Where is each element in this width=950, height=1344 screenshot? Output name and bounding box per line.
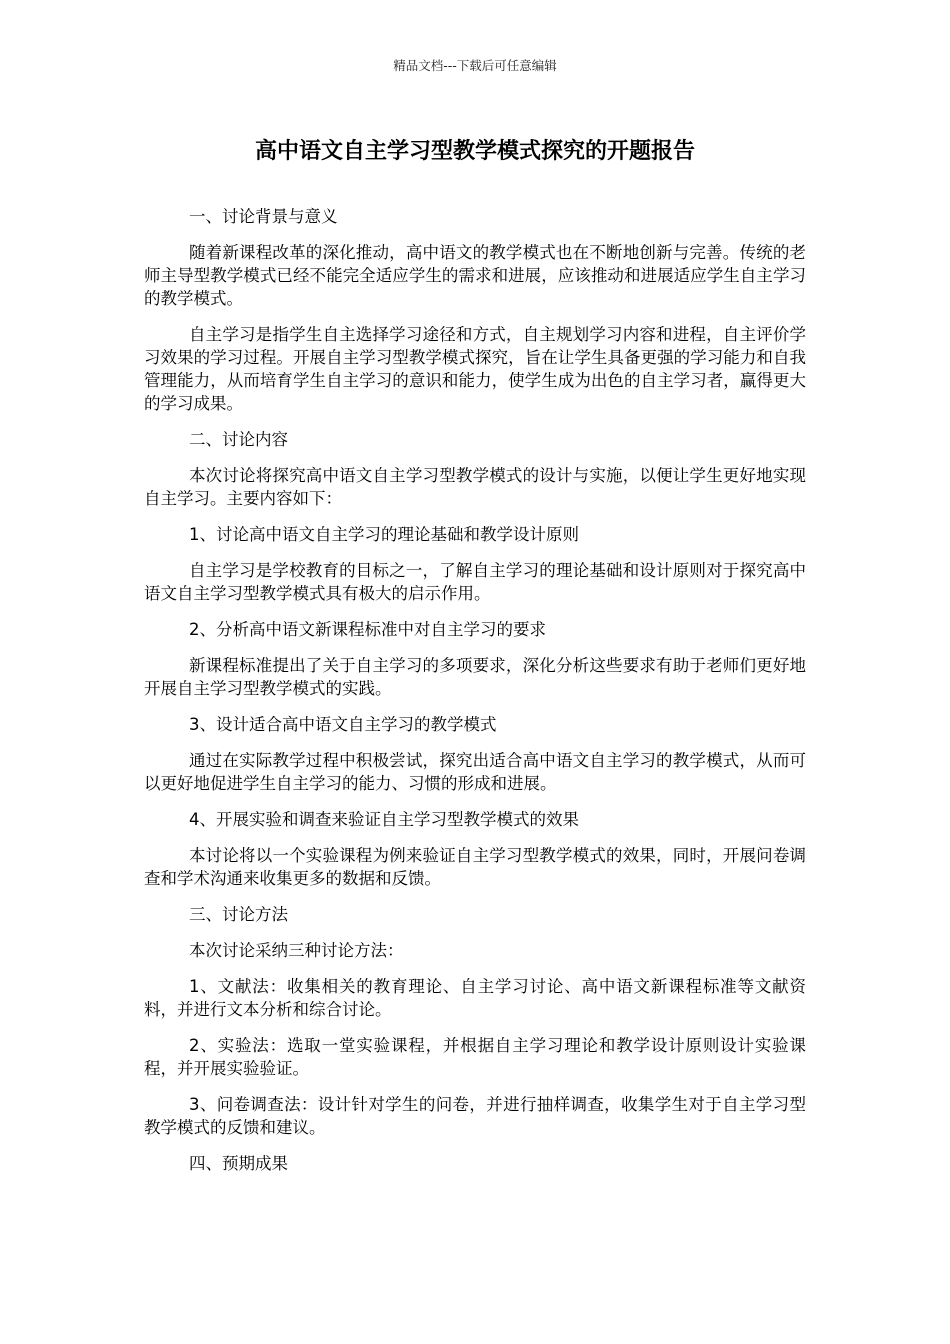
section-heading-content: 二、讨论内容 bbox=[189, 430, 288, 449]
section-heading-background: 一、讨论背景与意义 bbox=[189, 207, 338, 226]
paragraph: 通过在实际教学过程中积极尝试，探究出适合高中语文自主学习的教学模式，从而可以更好地促进学生自主学习的能力、习惯的形成和进展。 bbox=[144, 751, 806, 793]
list-item-method: 2、实验法：选取一堂实验课程，并根据自主学习理论和教学设计原则设计实验课程，并开展实验验证。 bbox=[144, 1036, 806, 1078]
header-note: 精品文档---下载后可任意编辑 bbox=[393, 58, 557, 73]
document-body bbox=[144, 205, 806, 1188]
document-title: 高中语文自主学习型教学模式探究的开题报告 bbox=[254, 139, 695, 164]
subheading-theory: 1、讨论高中语文自主学习的理论基础和教学设计原则 bbox=[189, 525, 579, 544]
paragraph: 本次讨论采纳三种讨论方法： bbox=[189, 941, 404, 960]
section-heading-methods: 三、讨论方法 bbox=[189, 905, 288, 924]
section-heading-outcomes: 四、预期成果 bbox=[189, 1154, 288, 1173]
list-item-method: 1、文献法：收集相关的教育理论、自主学习讨论、高中语文新课程标准等文献资料，并进行文本分析和综合讨论。 bbox=[144, 977, 806, 1019]
subheading-experiment: 4、开展实验和调查来验证自主学习型教学模式的效果 bbox=[189, 810, 579, 829]
subheading-design: 3、设计适合高中语文自主学习的教学模式 bbox=[189, 715, 497, 734]
paragraph: 新课程标准提出了关于自主学习的多项要求，深化分析这些要求有助于老师们更好地开展自主学习型教学模式的实践。 bbox=[144, 656, 806, 698]
paragraph: 本讨论将以一个实验课程为例来验证自主学习型教学模式的效果，同时，开展问卷调查和学术沟通来收集更多的数据和反馈。 bbox=[144, 846, 806, 888]
paragraph: 本次讨论将探究高中语文自主学习型教学模式的设计与实施，以便让学生更好地实现自主学习。主要内容如下： bbox=[144, 466, 806, 508]
paragraph: 自主学习是指学生自主选择学习途径和方式，自主规划学习内容和进程，自主评价学习效果的学习过程。开展自主学习型教学模式探究，旨在让学生具备更强的学习能力和自我管理能力，从而培育学生自主学习的意识和能力，使学生成为出色的自主学习者，赢得更大的学习成果。 bbox=[144, 325, 806, 413]
paragraph: 自主学习是学校教育的目标之一，了解自主学习的理论基础和设计原则对于探究高中语文自主学习型教学模式具有极大的启示作用。 bbox=[144, 561, 806, 603]
subheading-curriculum: 2、分析高中语文新课程标准中对自主学习的要求 bbox=[189, 620, 546, 639]
paragraph: 随着新课程改革的深化推动，高中语文的教学模式也在不断地创新与完善。传统的老师主导型教学模式已经不能完全适应学生的需求和进展，应该推动和进展适应学生自主学习的教学模式。 bbox=[144, 243, 806, 308]
list-item-method: 3、问卷调查法：设计针对学生的问卷，并进行抽样调查，收集学生对于自主学习型教学模式的反馈和建议。 bbox=[144, 1095, 806, 1137]
